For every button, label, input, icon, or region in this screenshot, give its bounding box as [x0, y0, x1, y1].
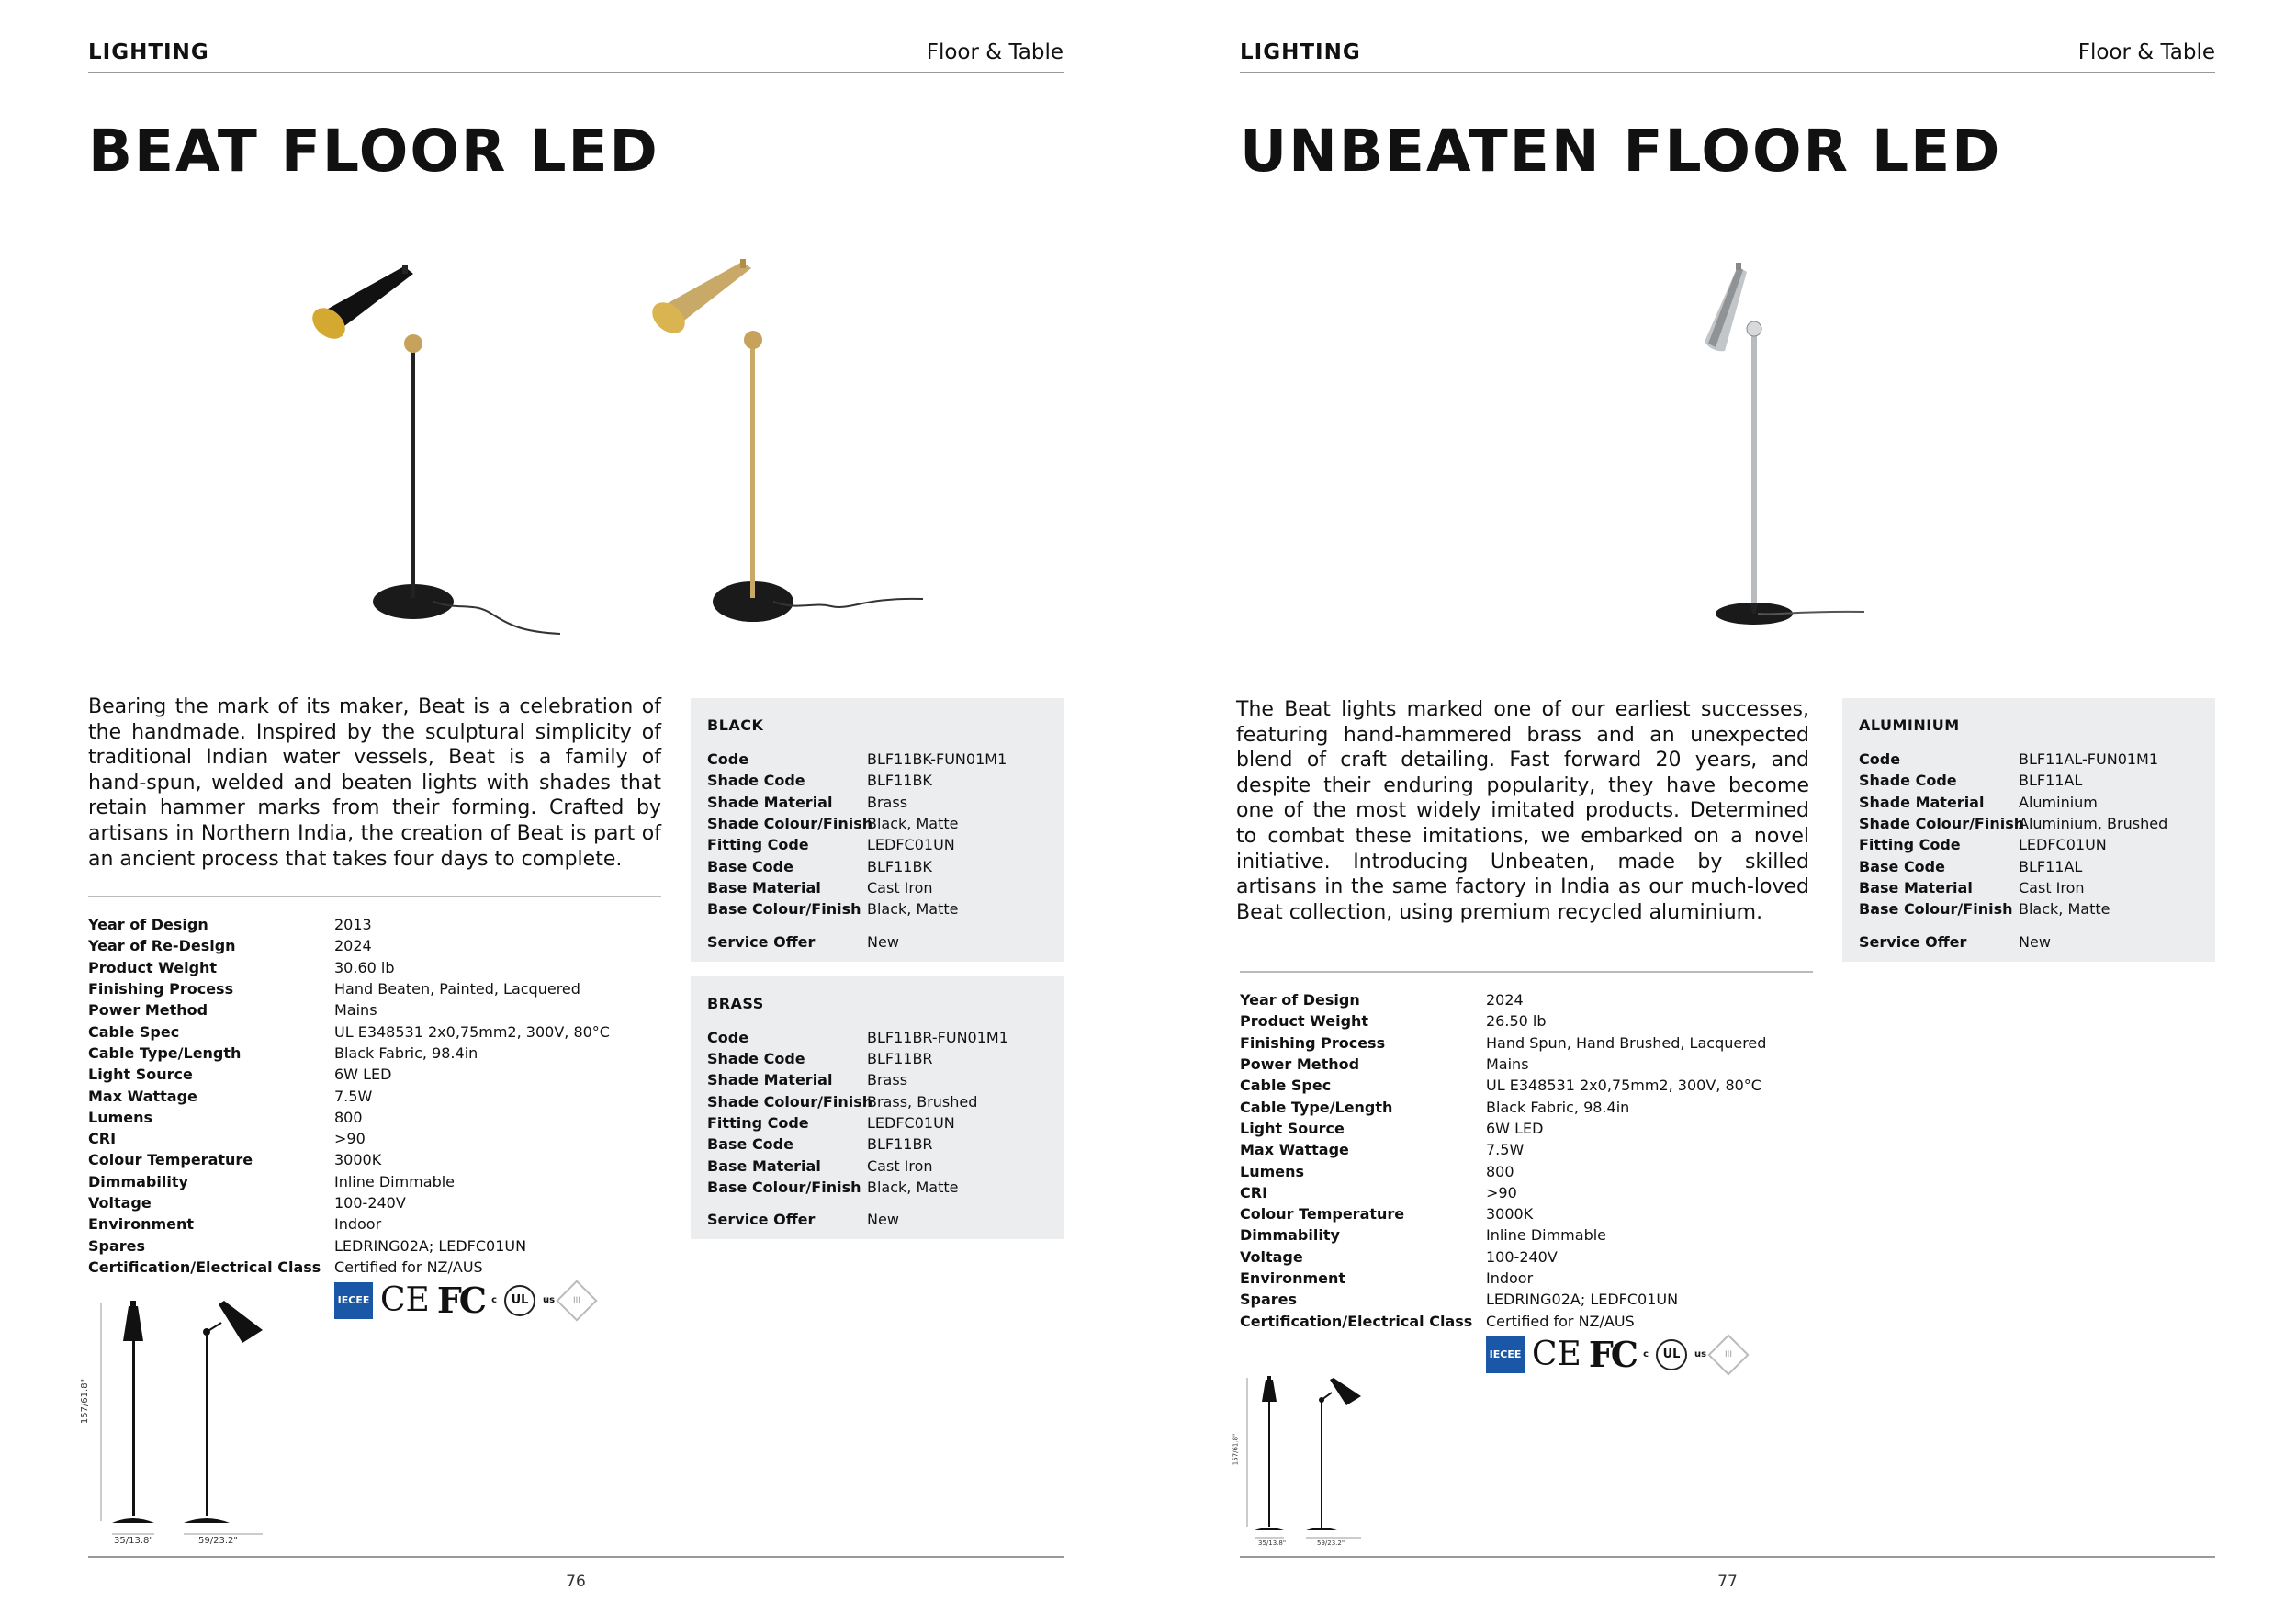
spec-label: Certification/Electrical Class — [88, 1257, 321, 1276]
finish-value: New — [867, 1211, 899, 1229]
finish-row — [707, 1155, 1047, 1176]
page-footer — [88, 1556, 1064, 1593]
spec-table — [88, 896, 661, 1278]
category-label: Floor & Table — [926, 40, 1064, 64]
spec-row — [1240, 1224, 1813, 1246]
finish-value: BLF11BK — [867, 857, 932, 875]
spec-label: Colour Temperature — [88, 1151, 253, 1169]
spec-value: Inline Dimmable — [1486, 1226, 1607, 1245]
finish-label: Base Colour/Finish — [1859, 900, 2013, 919]
dim-height-label: 157/61.8" — [80, 1378, 91, 1425]
spec-label: Voltage — [1240, 1247, 1303, 1266]
finish-value: New — [867, 932, 899, 951]
spec-label: Light Source — [1240, 1119, 1345, 1137]
service-offer-row — [707, 930, 1047, 952]
class-iii-icon — [556, 1280, 597, 1321]
spec-label: Certification/Electrical Class — [1240, 1312, 1473, 1330]
spec-row — [88, 957, 661, 978]
spec-value: 2013 — [334, 916, 372, 934]
finish-row — [707, 1091, 1047, 1112]
spec-label: Light Source — [88, 1066, 193, 1084]
spec-label: Finishing Process — [1240, 1033, 1386, 1052]
finish-row — [1859, 770, 2199, 791]
spec-label: Cable Spec — [88, 1022, 180, 1041]
finish-value: Black, Matte — [867, 1178, 959, 1196]
spec-label: Dimmability — [88, 1172, 188, 1190]
spec-row — [1240, 1054, 1813, 1075]
spec-value: 30.60 lb — [334, 958, 395, 976]
spec-row — [1240, 1032, 1813, 1054]
finish-value: Aluminium — [2019, 793, 2098, 811]
finish-value: Cast Iron — [867, 1156, 933, 1175]
finish-value: Aluminium, Brushed — [2019, 815, 2168, 833]
spec-row — [88, 1064, 661, 1085]
finish-row — [707, 792, 1047, 813]
finish-value: LEDFC01UN — [2019, 836, 2107, 854]
spec-row — [88, 1107, 661, 1128]
finish-row — [1859, 749, 2199, 770]
finish-label: Shade Material — [1859, 793, 1985, 811]
dim-reach-label: 59/23.2" — [198, 1536, 238, 1546]
spec-label: Year of Re-Design — [88, 937, 236, 955]
finish-row — [707, 749, 1047, 770]
spec-value: Hand Spun, Hand Brushed, Lacquered — [1486, 1033, 1767, 1052]
iecee-logo: IECEE — [1486, 1336, 1525, 1373]
spec-value: Certified for NZ/AUS — [1486, 1312, 1635, 1330]
finish-value: BLF11BR-FUN01M1 — [867, 1028, 1008, 1046]
spec-row — [88, 1171, 661, 1192]
finish-row — [1859, 813, 2199, 834]
fcc-logo: FC — [436, 1280, 485, 1321]
spec-label: Year of Design — [1240, 991, 1360, 1009]
finish-label: Code — [707, 750, 749, 769]
spec-label: Environment — [88, 1215, 195, 1234]
spec-row — [1240, 1182, 1813, 1203]
finish-panel-aluminium — [1842, 698, 2215, 962]
ce-mark-logo: CE — [1532, 1336, 1581, 1373]
finish-label: Service Offer — [1859, 932, 1967, 951]
finish-value: Black, Matte — [867, 815, 959, 833]
spec-label: Lumens — [88, 1108, 153, 1126]
class-iii-label: III — [573, 1295, 581, 1305]
dim-reach-label: 59/23.2" — [1317, 1539, 1345, 1547]
spec-row — [1240, 1310, 1813, 1331]
spec-value: 2024 — [334, 937, 372, 955]
finish-label: Service Offer — [707, 1211, 816, 1229]
spec-value: Hand Beaten, Painted, Lacquered — [334, 980, 580, 998]
finish-value: New — [2019, 932, 2051, 951]
finish-row — [707, 1112, 1047, 1133]
certification-logos — [1486, 1334, 1743, 1375]
spec-row — [88, 914, 661, 935]
finish-row — [1859, 898, 2199, 919]
page-header — [88, 33, 1064, 73]
finish-value: Cast Iron — [867, 878, 933, 897]
spec-value: Black Fabric, 98.4in — [334, 1043, 478, 1062]
spec-value: 100-240V — [334, 1194, 406, 1212]
finish-row — [1859, 855, 2199, 876]
spec-value: Certified for NZ/AUS — [334, 1257, 483, 1276]
finish-label: Base Code — [1859, 857, 1945, 875]
spec-row — [88, 1085, 661, 1106]
spec-value: 3000K — [1486, 1205, 1534, 1224]
finish-row — [707, 1133, 1047, 1155]
section-label: LIGHTING — [88, 40, 209, 64]
finish-value: BLF11AL — [2019, 857, 2083, 875]
spec-row — [1240, 1118, 1813, 1139]
product-title: BEAT FLOOR LED — [88, 118, 659, 185]
spec-label: CRI — [88, 1130, 117, 1148]
spec-label: Cable Type/Length — [1240, 1098, 1393, 1116]
spec-value: 800 — [334, 1108, 363, 1126]
spec-label: Cable Type/Length — [88, 1043, 242, 1062]
ul-logo: UL — [1656, 1339, 1687, 1370]
spec-table — [1240, 971, 1813, 1332]
finish-label: Shade Code — [707, 1050, 805, 1068]
finish-value: BLF11BK-FUN01M1 — [867, 750, 1007, 769]
finish-title: BRASS — [707, 994, 764, 1012]
spec-label: Max Wattage — [1240, 1141, 1349, 1159]
spec-value: 2024 — [1486, 991, 1524, 1009]
spec-value: 26.50 lb — [1486, 1012, 1547, 1031]
spec-value: 6W LED — [1486, 1119, 1544, 1137]
spec-row — [88, 935, 661, 956]
page-footer — [1240, 1556, 2215, 1593]
spec-row — [1240, 1160, 1813, 1181]
finish-label: Base Material — [707, 1156, 821, 1175]
spec-row — [1240, 989, 1813, 1010]
finish-value: LEDFC01UN — [867, 1114, 955, 1132]
finish-row — [1859, 834, 2199, 855]
ce-mark-logo: CE — [380, 1281, 430, 1319]
dim-base-label: 35/13.8" — [114, 1536, 153, 1546]
finish-row — [707, 834, 1047, 855]
spec-label: CRI — [1240, 1183, 1268, 1201]
finish-row — [1859, 877, 2199, 898]
spec-value: Mains — [334, 1001, 377, 1020]
category-label: Floor & Table — [2077, 40, 2215, 64]
dimension-drawing — [80, 1286, 290, 1552]
spec-value: 3000K — [334, 1151, 382, 1169]
spec-label: Dimmability — [1240, 1226, 1340, 1245]
spec-value: >90 — [1486, 1183, 1517, 1201]
finish-label: Shade Code — [1859, 772, 1957, 790]
finish-label: Code — [1859, 750, 1901, 769]
page-number: 76 — [566, 1573, 586, 1591]
aluminium-lamp-image — [1705, 263, 1864, 625]
finish-value: BLF11AL — [2019, 772, 2083, 790]
finish-title: BLACK — [707, 716, 764, 734]
finish-value: BLF11BR — [867, 1050, 933, 1068]
spec-label: Product Weight — [1240, 1012, 1369, 1031]
product-title: UNBEATEN FLOOR LED — [1240, 118, 2002, 185]
finish-label: Base Code — [707, 857, 793, 875]
spec-row — [88, 1043, 661, 1064]
finish-value: BLF11AL-FUN01M1 — [2019, 750, 2159, 769]
finish-label: Code — [707, 1028, 749, 1046]
page-number: 77 — [1717, 1573, 1738, 1591]
spec-value: Inline Dimmable — [334, 1172, 456, 1190]
spec-value: >90 — [334, 1130, 366, 1148]
spec-row — [1240, 1075, 1813, 1096]
ul-us-mark: us — [1694, 1349, 1707, 1359]
spec-row — [88, 1192, 661, 1213]
spec-value: 100-240V — [1486, 1247, 1558, 1266]
dim-height-label: 157/61.8" — [1232, 1433, 1240, 1466]
iecee-logo: IECEE — [334, 1282, 373, 1319]
spec-row — [88, 999, 661, 1021]
spec-row — [1240, 1268, 1813, 1289]
spec-value: Indoor — [1486, 1269, 1534, 1287]
spec-row — [88, 978, 661, 999]
finish-label: Shade Colour/Finish — [707, 815, 873, 833]
finish-value: Brass, Brushed — [867, 1092, 978, 1111]
section-label: LIGHTING — [1240, 40, 1361, 64]
finish-row — [707, 1069, 1047, 1090]
finish-label: Shade Colour/Finish — [707, 1092, 873, 1111]
spec-row — [88, 1257, 661, 1278]
fcc-logo: FC — [1588, 1334, 1637, 1375]
finish-options — [1842, 698, 2215, 976]
spec-label: Finishing Process — [88, 980, 234, 998]
spec-value: Indoor — [334, 1215, 382, 1234]
spec-row — [88, 1235, 661, 1256]
spec-value: 7.5W — [1486, 1141, 1525, 1159]
finish-row — [707, 813, 1047, 834]
finish-label: Base Material — [707, 878, 821, 897]
product-description: The Beat lights marked one of our earliest successes, featuring hand-hammered brass and an unexpected blend of craft detailing. Fast forward 20 years, and despite their enduring popularity, they have become one of the most widely imitated products. Determined to combat these imitations, we embarked on a novel initiative. Introducing Unbeaten, made by skilled artisans in the same factory in India as our much-loved Beat collection, using premium recycled aluminium. — [1236, 698, 1809, 924]
spec-row — [88, 1128, 661, 1149]
spec-label: Product Weight — [88, 958, 218, 976]
spec-label: Power Method — [1240, 1055, 1360, 1074]
spec-value: Mains — [1486, 1055, 1529, 1074]
finish-row — [707, 1027, 1047, 1048]
ul-c-mark: c — [1643, 1349, 1649, 1359]
finish-options — [691, 698, 1064, 1254]
spec-row — [1240, 1096, 1813, 1117]
spec-row — [1240, 1289, 1813, 1310]
page-header — [1240, 33, 2215, 73]
service-offer-row — [1859, 930, 2199, 952]
spec-row — [88, 1149, 661, 1170]
spec-label: Year of Design — [88, 916, 208, 934]
spec-value: 7.5W — [334, 1087, 373, 1105]
ul-logo: UL — [504, 1285, 535, 1316]
finish-value: BLF11BK — [867, 772, 932, 790]
spec-label: Lumens — [1240, 1162, 1305, 1180]
finish-label: Base Material — [1859, 878, 1973, 897]
spec-label: Power Method — [88, 1001, 208, 1020]
finish-value: Black, Matte — [867, 900, 959, 919]
spec-label: Cable Spec — [1240, 1077, 1332, 1095]
spec-value: Black Fabric, 98.4in — [1486, 1098, 1630, 1116]
spec-value: LEDRING02A; LEDFC01UN — [1486, 1291, 1679, 1309]
finish-row — [707, 898, 1047, 919]
finish-label: Shade Material — [707, 793, 833, 811]
brass-lamp-image — [647, 259, 923, 622]
finish-label: Fitting Code — [707, 836, 809, 854]
spec-value: UL E348531 2x0,75mm2, 300V, 80°C — [334, 1022, 610, 1041]
spec-row — [1240, 1203, 1813, 1224]
spec-value: UL E348531 2x0,75mm2, 300V, 80°C — [1486, 1077, 1761, 1095]
finish-label: Base Code — [707, 1135, 793, 1154]
finish-label: Shade Colour/Finish — [1859, 815, 2025, 833]
spec-row — [88, 1021, 661, 1042]
certification-logos — [334, 1280, 591, 1321]
finish-label: Service Offer — [707, 932, 816, 951]
spec-value: 800 — [1486, 1162, 1514, 1180]
finish-row — [1859, 792, 2199, 813]
spec-value: 6W LED — [334, 1066, 392, 1084]
finish-value: Black, Matte — [2019, 900, 2110, 919]
class-iii-label: III — [1725, 1349, 1733, 1359]
spec-label: Colour Temperature — [1240, 1205, 1405, 1224]
spec-row — [1240, 1246, 1813, 1268]
finish-label: Base Colour/Finish — [707, 1178, 861, 1196]
spec-label: Spares — [1240, 1291, 1298, 1309]
finish-label: Fitting Code — [707, 1114, 809, 1132]
product-description: Bearing the mark of its maker, Beat is a celebration of the handmade. Inspired by the sculptural simplicity of traditional Indian water vessels, Beat is a family of hand-spun, welded and beaten lights with shades that retain hammer marks from their forming. Crafted by artisans in Northern India, the creation of Beat is part of an ancient process that takes four days to complete. — [88, 695, 661, 871]
finish-panel-black — [691, 698, 1064, 962]
finish-value: Brass — [867, 1071, 908, 1089]
finish-label: Base Colour/Finish — [707, 900, 861, 919]
spec-value: LEDRING02A; LEDFC01UN — [334, 1236, 527, 1255]
ul-us-mark: us — [543, 1295, 556, 1305]
spec-row — [1240, 1139, 1813, 1160]
finish-row — [707, 770, 1047, 791]
finish-label: Shade Code — [707, 772, 805, 790]
finish-value: Brass — [867, 793, 908, 811]
page-77 — [1148, 0, 2296, 1624]
finish-title: ALUMINIUM — [1859, 716, 1960, 734]
product-photo — [276, 248, 974, 652]
service-offer-row — [707, 1209, 1047, 1230]
finish-label: Fitting Code — [1859, 836, 1961, 854]
finish-row — [707, 877, 1047, 898]
ul-c-mark: c — [491, 1295, 497, 1305]
dimension-drawing — [1232, 1369, 1387, 1552]
finish-row — [707, 1048, 1047, 1069]
finish-panel-brass — [691, 976, 1064, 1240]
spec-row — [88, 1213, 661, 1235]
spec-label: Max Wattage — [88, 1087, 197, 1105]
finish-value: LEDFC01UN — [867, 836, 955, 854]
finish-row — [707, 1177, 1047, 1198]
spec-row — [1240, 1010, 1813, 1032]
finish-row — [707, 855, 1047, 876]
finish-value: Cast Iron — [2019, 878, 2085, 897]
black-lamp-image — [307, 265, 560, 634]
spec-label: Spares — [88, 1236, 146, 1255]
product-photo — [1616, 248, 1892, 652]
dim-base-label: 35/13.8" — [1258, 1539, 1287, 1547]
finish-label: Shade Material — [707, 1071, 833, 1089]
spec-label: Voltage — [88, 1194, 152, 1212]
spec-label: Environment — [1240, 1269, 1346, 1287]
class-iii-icon — [1707, 1334, 1749, 1375]
finish-value: BLF11BR — [867, 1135, 933, 1154]
